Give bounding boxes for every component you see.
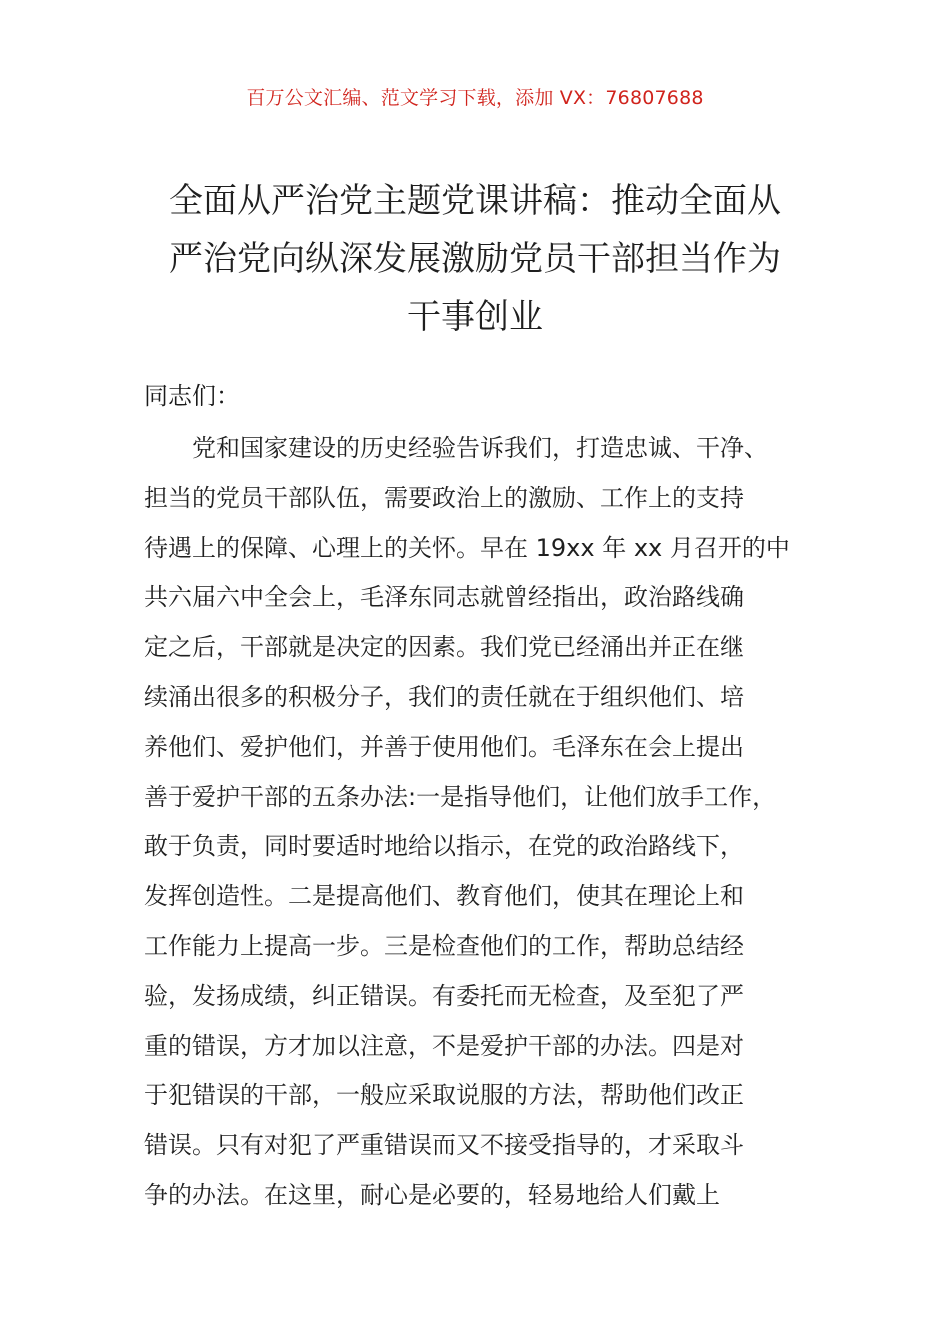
salutation: 同志们： — [144, 382, 240, 410]
body-line: 于犯错误的干部，一般应采取说服的方法，帮助他们改正 — [144, 1081, 744, 1110]
body-line: 发挥创造性。二是提高他们、教育他们，使其在理论上和 — [144, 882, 744, 911]
body-line: 敢于负责，同时要适时地给以指示，在党的政治路线下， — [144, 832, 744, 861]
body-line: 担当的党员干部队伍，需要政治上的激励、工作上的支持 — [144, 483, 744, 512]
body-line: 错误。只有对犯了严重错误而又不接受指导的，才采取斗 — [144, 1131, 744, 1160]
body-line: 验，发扬成绩，纠正错误。有委托而无检查，及至犯了严 — [144, 981, 744, 1010]
body-line: 党和国家建设的历史经验告诉我们，打造忠诚、干净、 — [192, 434, 768, 462]
body-line: 待遇上的保障、心理上的关怀。早在 19xx 年 xx 月召开的中 — [144, 533, 790, 562]
body-line: 工作能力上提高一步。三是检查他们的工作，帮助总结经 — [144, 931, 744, 960]
body-line: 重的错误，方才加以注意，不是爱护干部的办法。四是对 — [144, 1031, 744, 1060]
title-line: 严治党向纵深发展激励党员干部担当作为 — [169, 239, 781, 279]
body-line: 定之后，干部就是决定的因素。我们党已经涌出并正在继 — [144, 633, 744, 662]
title-line: 全面从严治党主题党课讲稿：推动全面从 — [169, 181, 781, 221]
document-title — [130, 172, 820, 346]
body-line: 争的办法。在这里，耐心是必要的，轻易地给人们戴上 — [144, 1180, 720, 1209]
title-line: 干事创业 — [407, 297, 543, 337]
body-line: 续涌出很多的积极分子，我们的责任就在于组织他们、培 — [144, 682, 744, 711]
body-line: 善于爱护干部的五条办法:一是指导他们，让他们放手工作， — [144, 782, 777, 811]
body-line: 共六届六中全会上，毛泽东同志就曾经指出，政治路线确 — [144, 583, 744, 612]
body-paragraph — [144, 424, 834, 1221]
header-note: 百万公文汇编、范文学习下载，添加 VX：76807688 — [246, 87, 704, 109]
body-line: 养他们、爱护他们，并善于使用他们。毛泽东在会上提出 — [144, 732, 744, 761]
